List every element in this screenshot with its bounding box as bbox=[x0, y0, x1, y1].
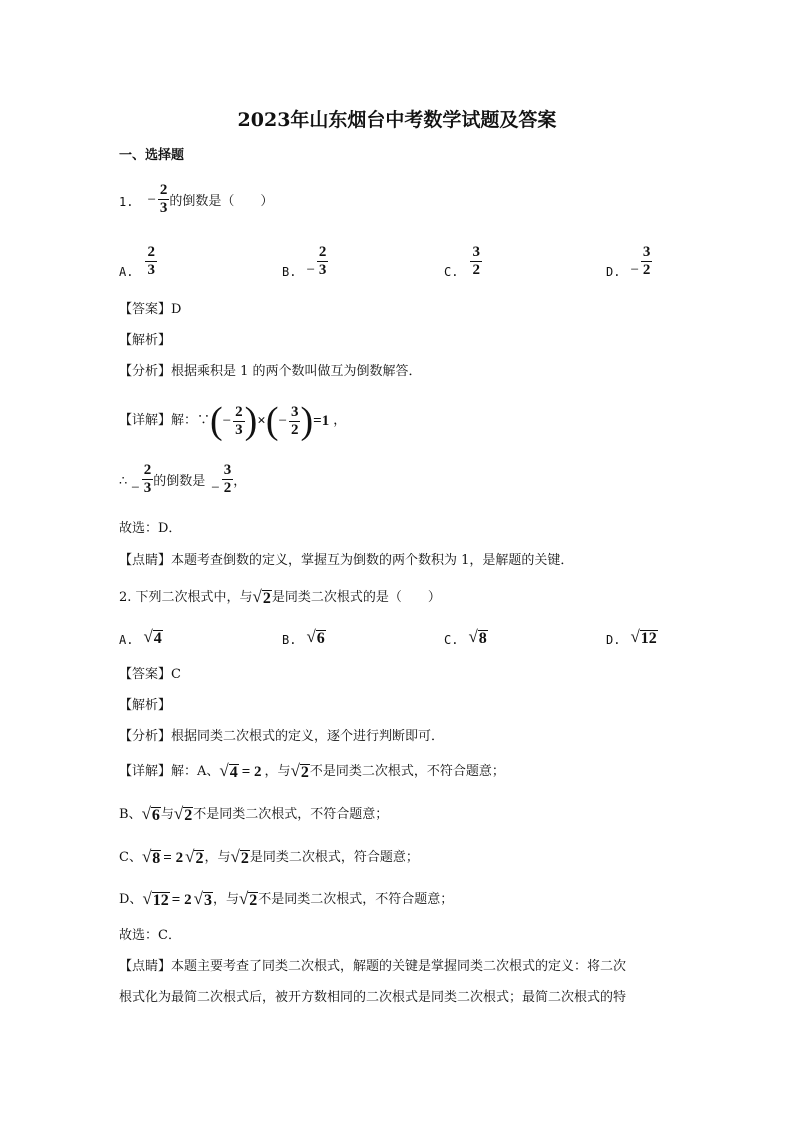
q2-answer-line: 【答案】C bbox=[119, 667, 181, 682]
analysis-fenxi: 【分析】根据乘积是 1 的两个数叫做互为倒数解答． bbox=[119, 364, 422, 379]
question-2-stem: 2. 下列二次根式中，与 √ 2 是同类二次根式的是（ ） bbox=[119, 587, 441, 607]
therefore-line: ∴ − $\frac{2}{3}$ 的倒数是 − $\frac{3}{2}$ ， bbox=[119, 462, 247, 496]
q2-analysis-fenxi: 【分析】根据同类二次根式的定义，逐个进行判断即可． bbox=[119, 729, 445, 744]
analysis-heading: 【解析】 bbox=[119, 333, 172, 348]
q2-option-c[interactable]: C. √ 8 bbox=[444, 627, 487, 647]
option-c[interactable]: C. $\frac{3}{2}$ bbox=[444, 244, 480, 279]
detail-line: 【详解】解：∵ ( − $\frac{2}{3}$ ) × ( − $\frac{3}{2}$ ) =1 ， bbox=[119, 400, 347, 442]
question-1-stem bbox=[119, 182, 273, 217]
q2-detail-b: B、 √ 6 与 √ 2 不是同类二次根式，不符合题意； bbox=[119, 804, 389, 824]
option-b[interactable]: B. − $\frac{2}{3}$ bbox=[282, 244, 327, 279]
sqrt-2: √ 2 bbox=[252, 587, 271, 607]
q2-dianjing-line-1: 【点睛】本题主要考查了同类二次根式，解题的关键是掌握同类二次根式的定义：将二次 bbox=[119, 959, 627, 974]
answer-line: 【答案】D bbox=[119, 302, 182, 317]
q2-detail-a: 【详解】解：A、 √ 4 = 2 ，与 √ 2 不是同类二次根式，不符合题意； bbox=[119, 761, 505, 781]
option-d[interactable]: D. − $\frac{3}{2}$ bbox=[606, 244, 651, 279]
q2-option-d[interactable]: D. √ 12 bbox=[606, 627, 657, 647]
q2-choose-line: 故选：C． bbox=[119, 928, 181, 943]
dianjing-line: 【点睛】本题考查倒数的定义，掌握互为倒数的两个数积为 1，是解题的关键． bbox=[119, 553, 574, 568]
fraction-neg-2-3: − $\frac{2}{3}$ bbox=[147, 182, 168, 216]
option-a[interactable]: A. $\frac{2}{3}$ bbox=[119, 244, 155, 279]
section-heading: 一、选择题 bbox=[119, 148, 185, 163]
q2-dianjing-line-2: 根式化为最简二次根式后，被开方数相同的二次根式是同类二次根式；最简二次根式的特 bbox=[119, 990, 627, 1005]
q2-analysis-heading: 【解析】 bbox=[119, 698, 172, 713]
q2-detail-d: D、 √ 12 = 2 √ 3 ，与 √ 2 不是同类二次根式，不符合题意； bbox=[119, 889, 454, 909]
q2-detail-c: C、 √ 8 = 2 √ 2 ，与 √ 2 是同类二次根式，符合题意； bbox=[119, 847, 419, 867]
question-number: 1. bbox=[119, 195, 134, 209]
choose-line: 故选：D． bbox=[119, 521, 182, 536]
q2-option-a[interactable]: A. √ 4 bbox=[119, 627, 162, 647]
q2-option-b[interactable]: B. √ 6 bbox=[282, 627, 325, 647]
question-1-stem-text: 的倒数是（ ） bbox=[169, 194, 274, 209]
document-title: 2023年山东烟台中考数学试题及答案 bbox=[237, 109, 557, 131]
